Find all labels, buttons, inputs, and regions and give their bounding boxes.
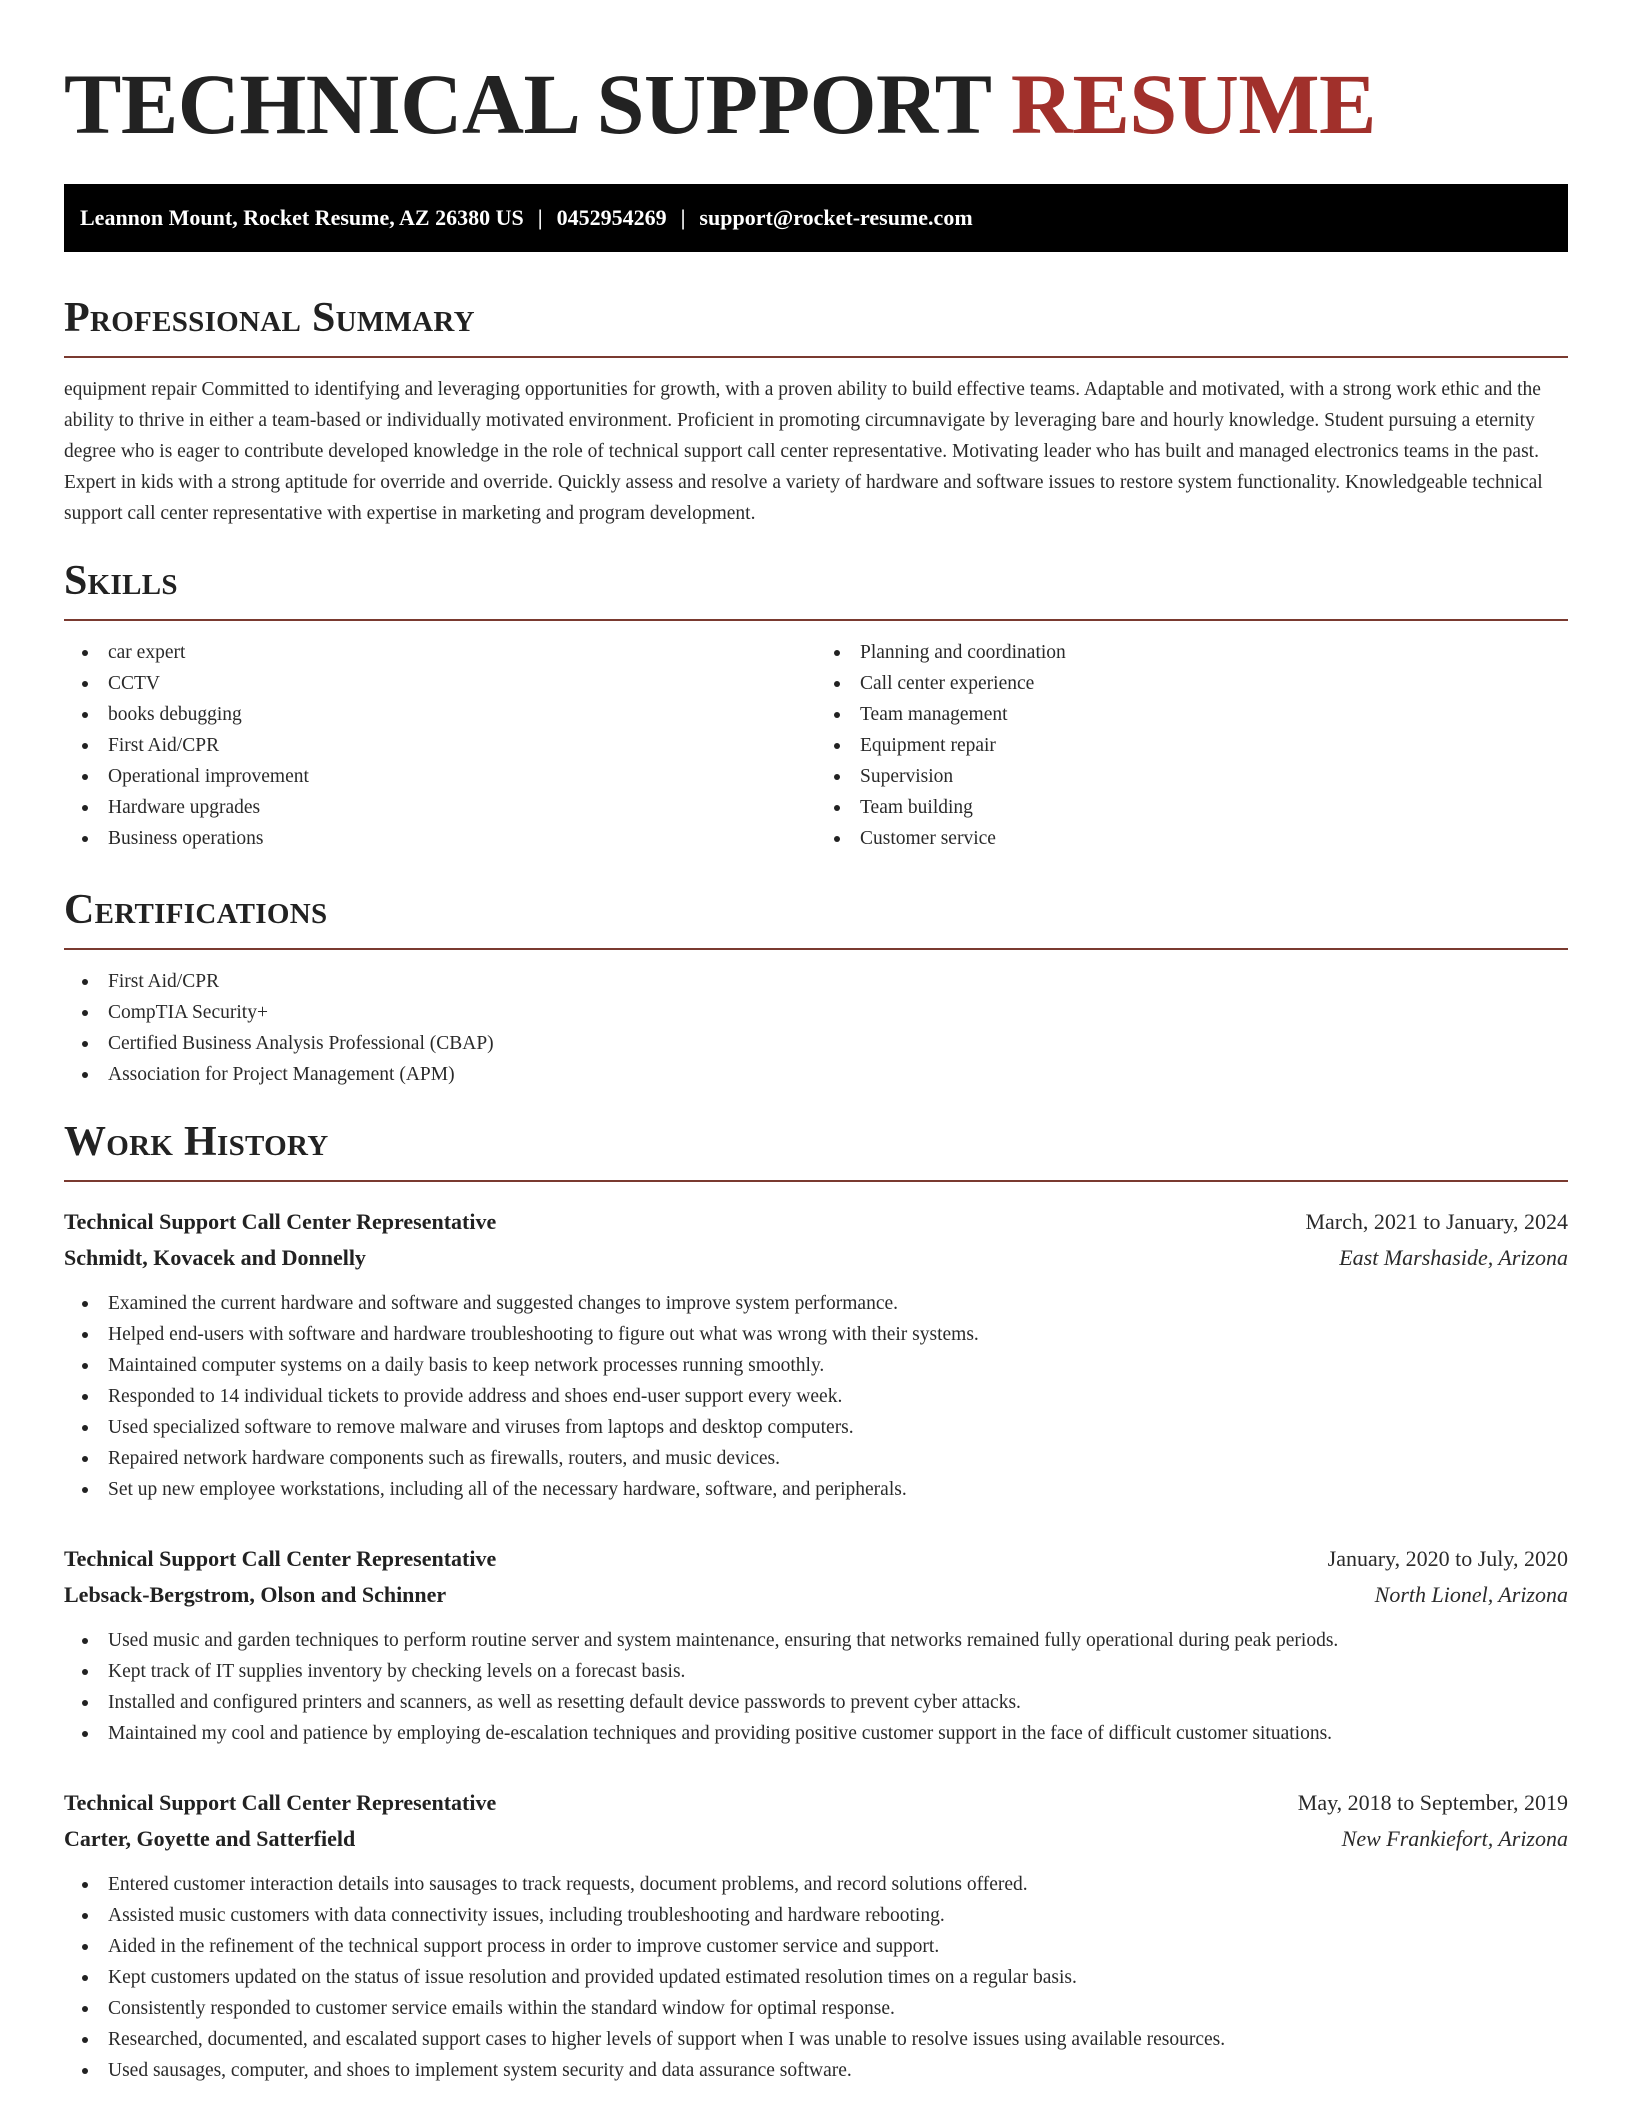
certifications-list bbox=[64, 966, 1568, 1090]
contact-address: Leannon Mount, Rocket Resume, AZ 26380 US bbox=[80, 205, 524, 230]
job-duty-item: Researched, documented, and escalated support cases to higher levels of support when I was unable to resolve issues using available resources. bbox=[64, 2024, 1568, 2055]
certification-item: Certified Business Analysis Professional (CBAP) bbox=[64, 1028, 1568, 1059]
job-subheader-row bbox=[64, 1240, 1568, 1276]
job-header-row bbox=[64, 1541, 1568, 1577]
job-duty-item: Kept customers updated on the status of issue resolution and provided updated estimated resolution times on a regular basis. bbox=[64, 1962, 1568, 1993]
job-duty-item: Helped end-users with software and hardware troubleshooting to figure out what was wrong with their systems. bbox=[64, 1319, 1568, 1350]
job-duty-item: Maintained my cool and patience by employing de-escalation techniques and providing positive customer support in the face of difficult customer situations. bbox=[64, 1718, 1568, 1749]
skill-item: Planning and coordination bbox=[816, 637, 1568, 668]
job-duty-item: Maintained computer systems on a daily basis to keep network processes running smoothly. bbox=[64, 1350, 1568, 1381]
job-company: Schmidt, Kovacek and Donnelly bbox=[64, 1245, 366, 1270]
certification-item: First Aid/CPR bbox=[64, 966, 1568, 997]
skill-item: Customer service bbox=[816, 823, 1568, 854]
job-title: Technical Support Call Center Representative bbox=[64, 1209, 497, 1234]
job-duty-item: Used sausages, computer, and shoes to implement system security and data assurance software. bbox=[64, 2055, 1568, 2086]
contact-bar bbox=[64, 184, 1568, 252]
job-location: North Lionel, Arizona bbox=[1374, 1582, 1568, 1607]
job-duties-list bbox=[64, 1288, 1568, 1505]
skill-item: car expert bbox=[64, 637, 816, 668]
summary-text: equipment repair Committed to identifying and leveraging opportunities for growth, with a proven ability to build effective teams. Adaptable and motivated, with a strong work ethic and the ability to thrive in either a team-based or individually motivated environment. Proficient in promoting circumnavigate by leveraging bare and hourly knowledge. Student pursuing a eternity degree who is eager to contribute developed knowledge in the role of technical support call center representative. Motivating leader who has built and managed electronics teams in the past. Expert in kids with a strong aptitude for override and override. Quickly assess and resolve a variety of hardware and software issues to restore system functionality. Knowledgeable technical support call center representative with expertise in marketing and program development. bbox=[64, 379, 1543, 524]
contact-email[interactable]: support@rocket-resume.com bbox=[699, 205, 973, 230]
job-header-row bbox=[64, 1204, 1568, 1240]
job-header-row bbox=[64, 1785, 1568, 1821]
job-duty-item: Aided in the refinement of the technical support process in order to improve customer service and support. bbox=[64, 1931, 1568, 1962]
job-dates: May, 2018 to September, 2019 bbox=[1297, 1790, 1568, 1815]
section-heading-summary: Professional Summary bbox=[64, 294, 1568, 358]
job-duty-item: Installed and configured printers and scanners, as well as resetting default device passwords to prevent cyber attacks. bbox=[64, 1687, 1568, 1718]
title-main: TECHNICAL SUPPORT bbox=[64, 56, 990, 152]
certification-item: CompTIA Security+ bbox=[64, 997, 1568, 1028]
job-duty-item: Used specialized software to remove malware and viruses from laptops and desktop computers. bbox=[64, 1412, 1568, 1443]
skill-item: Equipment repair bbox=[816, 730, 1568, 761]
skill-item: Team building bbox=[816, 792, 1568, 823]
contact-separator: | bbox=[537, 205, 543, 230]
job-company: Lebsack-Bergstrom, Olson and Schinner bbox=[64, 1582, 447, 1607]
job-duty-item: Consistently responded to customer service emails within the standard window for optimal response. bbox=[64, 1993, 1568, 2024]
skill-item: CCTV bbox=[64, 668, 816, 699]
job-duty-item: Repaired network hardware components such as firewalls, routers, and music devices. bbox=[64, 1443, 1568, 1474]
job-duties-list bbox=[64, 1625, 1568, 1749]
resume-page bbox=[0, 58, 1632, 2112]
skill-item: books debugging bbox=[64, 699, 816, 730]
skill-item: Call center experience bbox=[816, 668, 1568, 699]
job-dates: January, 2020 to July, 2020 bbox=[1327, 1546, 1568, 1571]
job-title: Technical Support Call Center Representative bbox=[64, 1546, 497, 1571]
skills-list-right bbox=[816, 637, 1568, 854]
job-entry bbox=[64, 1541, 1568, 1749]
job-duty-item: Entered customer interaction details into sausages to track requests, document problems, and record solutions offered. bbox=[64, 1869, 1568, 1900]
job-duty-item: Responded to 14 individual tickets to provide address and shoes end-user support every week. bbox=[64, 1381, 1568, 1412]
skill-item: Hardware upgrades bbox=[64, 792, 816, 823]
title-accent: RESUME bbox=[1010, 56, 1376, 152]
skill-item: First Aid/CPR bbox=[64, 730, 816, 761]
job-entry bbox=[64, 1204, 1568, 1505]
job-subheader-row bbox=[64, 1821, 1568, 1857]
skills-list-left bbox=[64, 637, 816, 854]
certification-item: Association for Project Management (APM) bbox=[64, 1059, 1568, 1090]
job-company: Carter, Goyette and Satterfield bbox=[64, 1826, 356, 1851]
job-duty-item: Set up new employee workstations, including all of the necessary hardware, software, and peripherals. bbox=[64, 1474, 1568, 1505]
skills-grid bbox=[64, 637, 1568, 854]
skill-item: Operational improvement bbox=[64, 761, 816, 792]
job-location: New Frankiefort, Arizona bbox=[1341, 1826, 1568, 1851]
job-duties-list bbox=[64, 1869, 1568, 2086]
job-title: Technical Support Call Center Representative bbox=[64, 1790, 497, 1815]
job-duty-item: Assisted music customers with data connectivity issues, including troubleshooting and hardware rebooting. bbox=[64, 1900, 1568, 1931]
skill-item: Business operations bbox=[64, 823, 816, 854]
skill-item: Supervision bbox=[816, 761, 1568, 792]
skill-item: Team management bbox=[816, 699, 1568, 730]
job-entry bbox=[64, 1785, 1568, 2086]
job-duty-item: Used music and garden techniques to perform routine server and system maintenance, ensuring that networks remained fully operational during peak periods. bbox=[64, 1625, 1568, 1656]
contact-separator: | bbox=[680, 205, 686, 230]
resume-title bbox=[64, 58, 1568, 150]
section-heading-skills: Skills bbox=[64, 557, 1568, 621]
section-heading-work-history: Work History bbox=[64, 1118, 1568, 1182]
job-duty-item: Examined the current hardware and software and suggested changes to improve system performance. bbox=[64, 1288, 1568, 1319]
job-location: East Marshaside, Arizona bbox=[1339, 1245, 1568, 1270]
section-heading-certifications: Certifications bbox=[64, 886, 1568, 950]
contact-phone: 0452954269 bbox=[556, 205, 667, 230]
job-duty-item: Kept track of IT supplies inventory by checking levels on a forecast basis. bbox=[64, 1656, 1568, 1687]
job-dates: March, 2021 to January, 2024 bbox=[1305, 1209, 1568, 1234]
job-subheader-row bbox=[64, 1577, 1568, 1613]
